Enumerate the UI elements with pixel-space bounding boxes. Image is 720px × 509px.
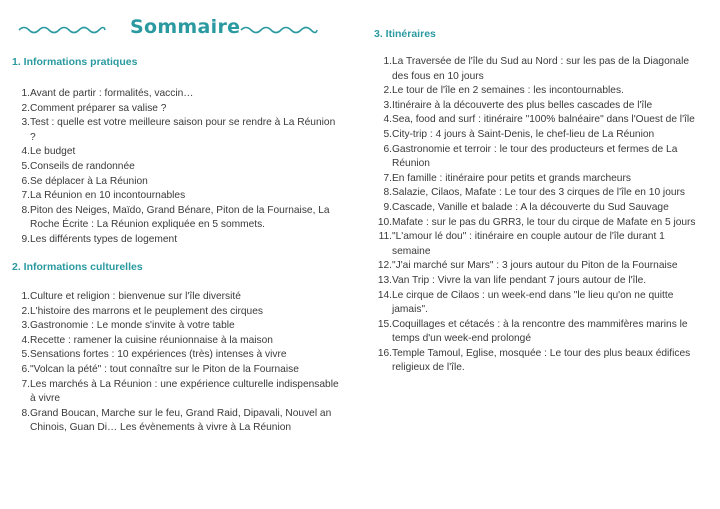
list-item [18,407,340,436]
list-item-text: Sea, food and surf : itinéraire "100% balnéaire" dans l'Ouest de l'île [392,114,695,126]
list-item [372,113,702,128]
list-item-text: Comment préparer sa valise ? [30,102,167,114]
list-item-number: 11. [378,231,392,243]
list-item-text: Salazie, Cilaos, Mafate : Le tour des 3 cirques de l'île en 10 jours [392,187,686,199]
list-item-text: L'histoire des marrons et le peuplement des cirques [30,305,263,317]
list-itineraires [372,55,702,376]
list-item-number: 8. [383,187,392,199]
list-item-text: Van Trip : Vivre la van life pendant 7 jours autour de l'île. [392,274,647,286]
list-item [18,305,340,320]
list-item-number: 2. [383,85,392,97]
list-item-number: 1. [21,88,30,99]
list-item [372,347,702,376]
list-item [372,172,702,187]
list-item-number: 4. [21,146,30,158]
list-informations-pratiques [18,87,340,248]
list-item-number: 4. [383,114,392,126]
list-item [372,216,702,231]
list-item-text: Avant de partir : formalités, vaccin… [30,88,194,99]
list-item-text: Recette : ramener la cuisine réunionnaise à la maison [30,334,273,346]
list-item-number: 5. [383,128,392,140]
list-item-text: Le tour de l'île en 2 semaines : les incontournables. [392,85,624,97]
list-item [372,230,702,259]
list-item-text: "J'ai marché sur Mars" : 3 jours autour du Piton de la Fournaise [392,260,678,272]
list-item [18,319,340,334]
wave-decoration-left-icon [18,24,106,36]
section-title-itineraires: 3. Itinéraires [374,28,436,40]
list-item [18,87,340,102]
list-item-text: Le cirque de Cilaos : un week-end dans "le lieu qu'on ne quitte jamais". [392,289,674,316]
list-item-text: La Traversée de l'île du Sud au Nord : sur les pas de la Diagonale des fous en 10 jours [392,56,689,82]
list-item [18,116,340,145]
list-item-text: Conseils de randonnée [30,160,135,172]
list-item [18,290,340,305]
list-item [18,378,340,407]
list-item-number: 12. [377,260,392,272]
list-item-number: 9. [21,233,30,245]
list-item-text: Test : quelle est votre meilleure saison pour se rendre à La Réunion ? [30,117,336,143]
list-item-text: Sensations fortes : 10 expériences (très) intenses à vivre [30,349,287,361]
list-item [18,189,340,204]
list-item [372,274,702,289]
list-item-number: 7. [21,190,30,202]
list-item [18,334,340,349]
list-item-number: 1. [21,291,30,302]
list-item-text: En famille : itinéraire pour petits et grands marcheurs [392,172,631,184]
list-item-text: La Réunion en 10 incontournables [30,190,186,202]
list-item-number: 15. [377,318,392,330]
list-item-number: 14. [377,289,392,301]
list-item-text: Gastronomie : Le monde s'invite à votre table [30,320,235,332]
section-title-informations-pratiques: 1. Informations pratiques [12,56,138,68]
list-item-number: 2. [21,102,30,114]
list-item-number: 1. [383,56,392,67]
list-item-number: 2. [21,305,30,317]
list-item-number: 4. [21,334,30,346]
list-item-text: Gastronomie et terroir : le tour des producteurs et fermes de La Réunion [392,143,678,170]
list-item-text: Cascade, Vanille et balade : A la découverte du Sud Sauvage [392,201,669,213]
list-item [18,175,340,190]
list-item [18,204,340,233]
list-item-text: "L'amour lé dou" : itinéraire en couple autour de l'île durant 1 semaine [392,231,665,257]
page-title: Sommaire [130,16,241,38]
list-item-number: 9. [383,201,392,213]
list-item-number: 10. [377,216,392,228]
list-item [18,145,340,160]
list-item-text: Mafate : sur le pas du GRR3, le tour du cirque de Mafate en 5 jours [392,216,696,228]
list-item-text: Le budget [30,146,76,158]
list-item-number: 3. [21,117,30,129]
list-item [372,186,702,201]
list-item-number: 3. [383,99,392,111]
list-item [372,99,702,114]
list-item-text: Temple Tamoul, Eglise, mosquée : Le tour des plus beaux édifices religieux de l'île. [392,347,691,374]
list-item-text: Les marchés à La Réunion : une expérience culturelle indispensable à vivre [30,378,339,405]
header [18,14,318,46]
list-item-number: 6. [21,175,30,187]
list-item-number: 7. [21,378,30,390]
list-item [18,348,340,363]
section-title-informations-culturelles: 2. Informations culturelles [12,261,143,273]
list-item [372,143,702,172]
list-item-number: 5. [21,349,30,361]
list-item [372,201,702,216]
list-item-text: Se déplacer à La Réunion [30,175,148,187]
list-item-text: Coquillages et cétacés : à la rencontre des mammifères marins le temps d'un week-end prolongé [392,318,688,345]
list-item [18,233,340,248]
list-item [372,84,702,99]
list-item-number: 7. [383,172,392,184]
list-item-number: 5. [21,160,30,172]
list-item-number: 13. [377,274,392,286]
wave-decoration-right-icon [240,24,318,36]
list-item-number: 6. [383,143,392,155]
list-item-text: Grand Boucan, Marche sur le feu, Grand Raid, Dipavali, Nouvel an Chinois, Guan Di… Les évènements à vivre à La Réunion [30,407,332,434]
list-item-number: 8. [21,407,30,419]
list-item [18,102,340,117]
list-item [372,259,702,274]
list-item [18,363,340,378]
list-item-number: 3. [21,320,30,332]
list-item [372,55,702,84]
list-item-number: 16. [377,347,392,359]
list-item-text: Itinéraire à la découverte des plus belles cascades de l'île [392,99,653,111]
list-item-text: "Volcan la pété" : tout connaître sur le Piton de la Fournaise [30,363,299,375]
list-item-text: Les différents types de logement [30,233,178,245]
list-informations-culturelles [18,290,340,436]
list-item [372,128,702,143]
list-item-number: 8. [21,204,30,216]
list-item-number: 6. [21,363,30,375]
list-item-text: Culture et religion : bienvenue sur l'île diversité [30,291,241,302]
list-item [372,318,702,347]
list-item-text: City-trip : 4 jours à Saint-Denis, le chef-lieu de La Réunion [392,128,655,140]
list-item [18,160,340,175]
list-item [372,289,702,318]
list-item-text: Piton des Neiges, Maïdo, Grand Bénare, Piton de la Fournaise, La Roche Écrite : La Réunion expliquée en 5 sommets. [30,204,330,231]
